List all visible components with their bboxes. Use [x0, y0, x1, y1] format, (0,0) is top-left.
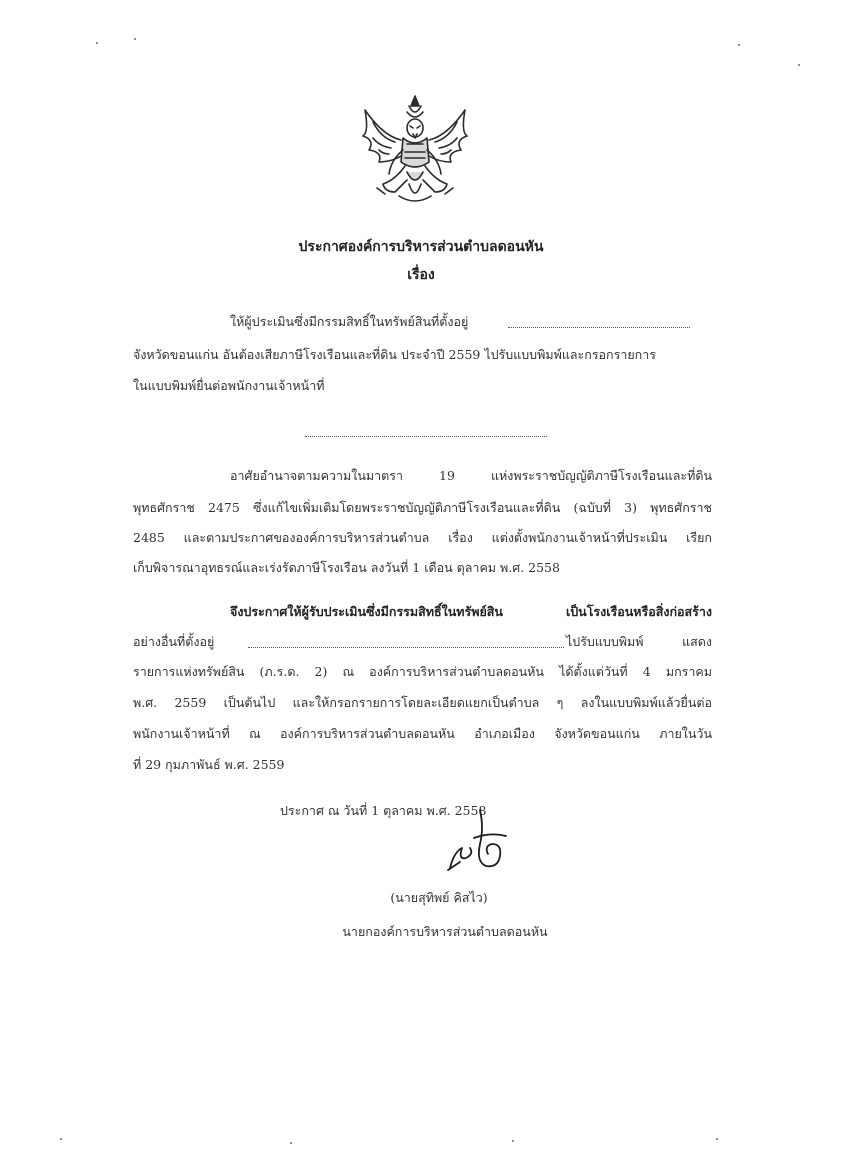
scan-speck	[290, 1142, 292, 1144]
subject-line-3: ในแบบพิมพ์ยื่นต่อพนักงานเจ้าหน้าที่	[133, 378, 325, 393]
paragraph-2-line-2-prefix: อย่างอื่นที่ตั้งอยู่	[133, 634, 215, 649]
fill-in-dotted-line	[248, 647, 564, 648]
handwritten-signature	[440, 808, 530, 876]
scan-speck	[716, 1138, 718, 1140]
paragraph-2-lead: จึงประกาศให้ผู้รับประเมินซึ่งมีกรรมสิทธิ์ในทรัพย์สิน เป็นโรงเรือนหรือสิ่งก่อสร้าง	[230, 604, 712, 619]
scan-speck	[512, 1140, 514, 1142]
subject-line-1: ให้ผู้ประเมินซึ่งมีกรรมสิทธิ์ในทรัพย์สินที่ตั้งอยู่	[230, 314, 469, 329]
paragraph-2-line: รายการแห่งทรัพย์สิน (ภ.ร.ด. 2) ณ องค์การบริหารส่วนตำบลดอนหัน ได้ตั้งแต่วันที่ 4 มกราคม	[133, 664, 712, 679]
fill-in-dotted-line	[508, 327, 690, 328]
separator-dotted-line	[305, 436, 547, 437]
subject-line-2: จังหวัดขอนแก่น อันต้องเสียภาษีโรงเรือนและที่ดิน ประจำปี 2559 ไปรับแบบพิมพ์และกรอกรายการ	[133, 347, 656, 362]
paragraph-2-last-line: ที่ 29 กุมภาพันธ์ พ.ศ. 2559	[133, 757, 285, 772]
scan-speck	[738, 44, 740, 46]
subject-label: เรื่อง	[407, 267, 435, 283]
paragraph-1-line: เก็บพิจารณาอุทธรณ์และเร่งรัดภาษีโรงเรือน ลงวันที่ 1 เดือน ตุลาคม พ.ศ. 2558	[133, 560, 560, 575]
signer-name: (นายสุทิพย์ คิสไว)	[390, 890, 488, 905]
paragraph-1-line: พุทธศักราช 2475 ซึ่งแก้ไขเพิ่มเติมโดยพระราชบัญญัติภาษีโรงเรือนและที่ดิน (ฉบับที่ 3) พุทธศักราช	[133, 500, 712, 515]
announce-date: ประกาศ ณ วันที่ 1 ตุลาคม พ.ศ. 2558	[280, 803, 487, 818]
paragraph-2-line: พนักงานเจ้าหน้าที่ ณ องค์การบริหารส่วนตำบลดอนหัน อำเภอเมือง จังหวัดขอนแก่น ภายในวัน	[133, 726, 712, 741]
announcement-title: ประกาศองค์การบริหารส่วนตำบลดอนหัน	[298, 239, 544, 255]
scan-speck	[134, 38, 136, 40]
paragraph-1-line: 2485 และตามประกาศขององค์การบริหารส่วนตำบล เรื่อง แต่งตั้งพนักงานเจ้าหน้าที่ประเมิน เรียก	[133, 530, 712, 545]
scan-speck	[96, 42, 98, 44]
signer-title: นายกองค์การบริหารส่วนตำบลดอนหัน	[342, 924, 548, 939]
paragraph-2-line-2-suffix: ไปรับแบบพิมพ์ แสดง	[566, 634, 712, 649]
garuda-emblem-icon	[355, 92, 475, 210]
scan-speck	[60, 1138, 62, 1140]
paragraph-1-line: อาศัยอำนาจตามความในมาตรา 19 แห่งพระราชบัญญัติภาษีโรงเรือนและที่ดิน	[230, 468, 712, 483]
scan-speck	[798, 64, 800, 66]
paragraph-2-line: พ.ศ. 2559 เป็นต้นไป และให้กรอกรายการโดยละเอียดแยกเป็นตำบล ๆ ลงในแบบพิมพ์แล้วยื่นต่อ	[133, 695, 712, 710]
